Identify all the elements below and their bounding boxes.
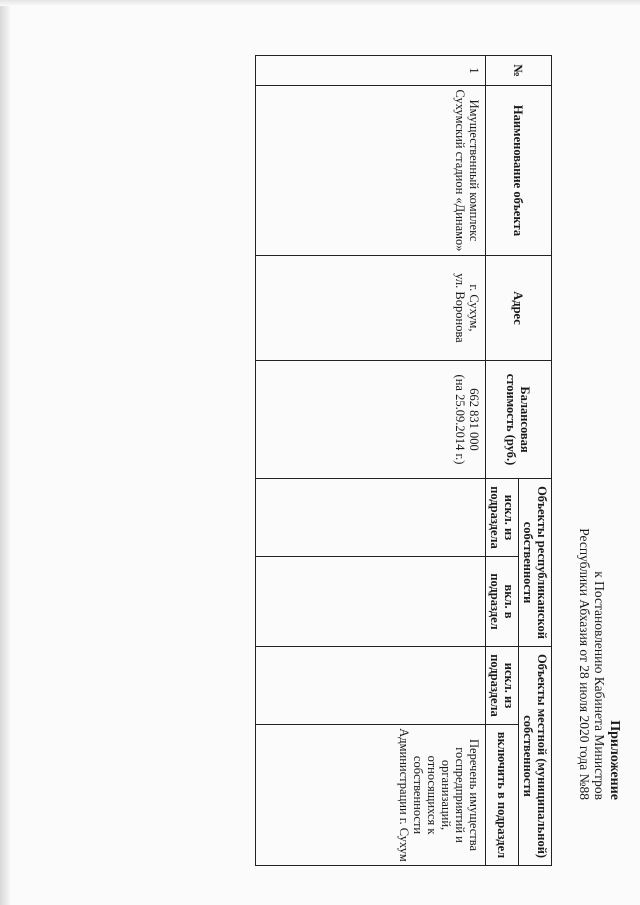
cell-local-incl: Перечень имущества госпредприятий и организаций, относящихся к собственности Администрации г. Сухум <box>256 725 486 866</box>
cell-num: 1 <box>256 56 486 86</box>
appendix-title: Приложение <box>607 720 622 800</box>
cell-name: Имущественный комплекс Сухумский стадион «Динамо» <box>256 86 486 256</box>
header-name: Наименование объекта <box>486 86 552 256</box>
cell-republic-incl <box>256 557 486 647</box>
cell-address <box>256 256 486 361</box>
appendix-line-1: к Постановлению Кабинета Министров <box>592 571 607 800</box>
header-republic-excl: искл. из подраздела <box>486 479 519 557</box>
cell-balance-value: 662 831 000 <box>467 388 481 451</box>
cell-balance-date: (на 25.09.2014 г.) <box>453 374 467 465</box>
header-balance: Балансовая стоимость (руб.) <box>486 361 552 479</box>
cell-balance <box>256 361 486 479</box>
header-republic-incl: вкл. в подраздел <box>486 557 519 647</box>
objects-table <box>255 55 552 866</box>
header-local-group: Объекты местной (муниципальной) собственности <box>519 647 552 866</box>
appendix-line-2: Республики Абхазия от 28 июля 2020 года №88 <box>577 528 592 800</box>
cell-local-excl <box>256 647 486 725</box>
cell-republic-excl <box>256 479 486 557</box>
header-local-incl: включить в подраздел <box>486 725 519 866</box>
header-num: № <box>486 56 552 86</box>
cell-address-line-2: ул. Воронова <box>453 273 467 343</box>
header-republic-group: Объекты республиканской собственности <box>519 479 552 647</box>
cell-address-line-1: г. Сухум, <box>467 284 481 332</box>
header-local-excl: искл. из подраздела <box>486 647 519 725</box>
table-row <box>256 56 486 866</box>
header-address: Адрес <box>486 256 552 361</box>
appendix-heading <box>577 0 622 800</box>
